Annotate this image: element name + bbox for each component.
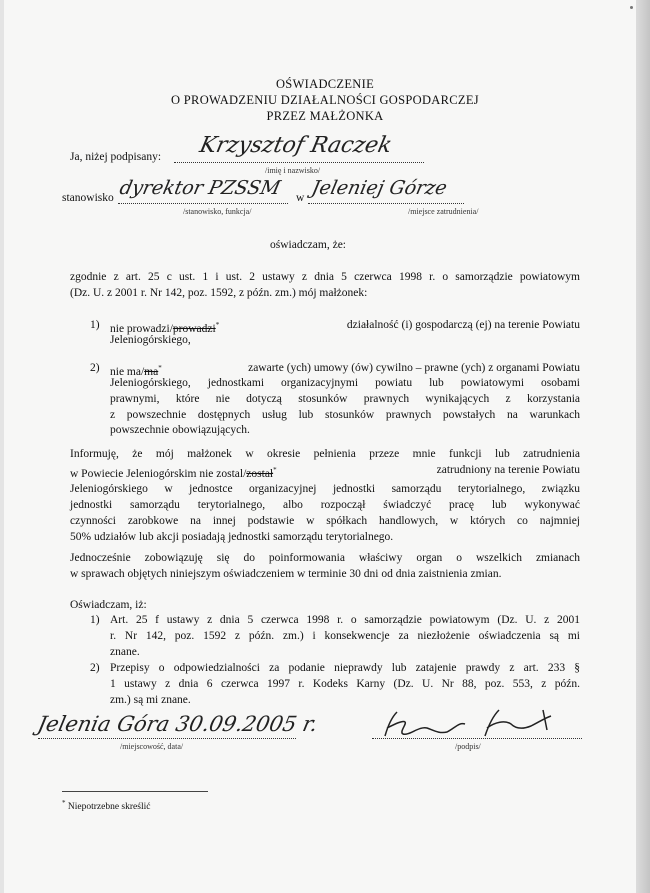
para4-item2	[110, 661, 580, 708]
para4-item2-number: 2)	[90, 662, 100, 674]
text-line: znane.	[110, 645, 140, 658]
text-line	[70, 463, 580, 483]
doc-title-line2: O PROWADZENIU DZIAŁALNOŚCI GOSPODARCZEJ	[171, 93, 479, 107]
item1-number: 1)	[90, 319, 100, 331]
scan-speck	[630, 6, 633, 9]
item2-body	[110, 376, 580, 439]
text-line: 50% udziałów lub akcji posiadają jednostki samorządu terytorialnego.	[70, 530, 394, 543]
doc-title-line1: OŚWIADCZENIE	[275, 77, 375, 91]
text-line: Przepisy o odpowiedzialności za podanie nieprawdy lub zatajenie prawdy z art. 233 §	[110, 662, 580, 674]
item1-rest: działalność (i) gospodarczą (ej) na terenie Powiatu	[346, 319, 580, 331]
text-line: z powszechnie dostępnych usług lub stosunków prawnych powstałych na warunkach	[110, 408, 580, 421]
text-line: jednostki samorządu terytorialnego, albo rozpoczął świadczyć pracę lub wykonywać	[70, 499, 580, 512]
footnote-mark: *	[273, 465, 277, 474]
footnote	[62, 796, 150, 815]
para2-rest: zatrudniony na terenie Powiatu	[436, 463, 580, 476]
text-line: powszechnie obowiązujących.	[110, 424, 250, 437]
text-line: Informuję, że mój małżonek w okresie pełnienia przeze mnie funkcji lub zatrudnienia	[70, 448, 580, 460]
footnote-text: Niepotrzebne skreślić	[67, 802, 151, 813]
footnote-mark: *	[62, 799, 66, 807]
signature-caption: /podpis/	[455, 742, 481, 751]
para4-heading: Oświadczam, iż:	[70, 599, 147, 611]
scan-edge-right	[636, 0, 650, 893]
paragraph-legal-basis	[70, 270, 580, 302]
text-line: zgodnie z art. 25 c ust. 1 i ust. 2 ustawy z dnia 5 czerwca 1998 r. o samorządzie powiatowym	[70, 271, 580, 283]
para2-option-a: w Powiecie Jeleniogórskim nie zostal/	[70, 467, 247, 480]
item1-option-struck: prowadzi	[172, 322, 216, 335]
scan-edge-left	[0, 0, 4, 893]
position-dotted-line	[118, 203, 288, 204]
para4-item1-number: 1)	[90, 614, 100, 626]
name-dotted-line	[174, 162, 424, 163]
position-handwritten: dyrektor PZSSM	[117, 177, 283, 199]
text-line: Jeleniogórskiego w jednostce organizacyjnej jednostki samorządu terytorialnego, związku	[70, 483, 580, 496]
text-line: Jednocześnie zobowiązuję się do poinformowania właściwy organ o wszelkich zmianach	[70, 552, 580, 564]
para4-item1	[110, 613, 580, 660]
position-caption: /stanowisko, funkcja/	[183, 207, 252, 216]
ja-label: Ja, niżej podpisany:	[70, 151, 162, 163]
text-line: zm.) są mi znane.	[110, 693, 191, 706]
signature	[375, 706, 575, 742]
paragraph-spouse-employment	[70, 447, 580, 546]
footnote-mark: *	[158, 364, 162, 372]
text-line: Jeleniogórskiego, jednostkami organizacyjnymi powiatu lub powiatowymi osobami	[110, 377, 580, 389]
position-label: stanowisko	[62, 192, 114, 204]
text-line: (Dz. U. z 2001 r. Nr 142, poz. 1592, z późn. zm.) mój małżonek:	[70, 286, 368, 299]
text-line: czynności zarobkowe na innej podstawie w spółkach handlowych, w których co najmniej	[70, 515, 580, 528]
footnote-rule	[62, 791, 208, 792]
name-caption: /imię i nazwisko/	[265, 166, 321, 175]
item1-line2: Jeleniogórskiego,	[110, 334, 191, 346]
declare-text: oświadczam, że:	[270, 239, 346, 251]
text-line: r. Nr 142, poz. 1592 z późn. zm.) i konsekwencje za niezłożenie oświadczenia są mi	[110, 629, 580, 642]
signature-dotted-line	[372, 738, 582, 739]
text-line: 1 ustawy z dnia 6 czerwca 1997 r. Kodeks Karny (Dz. U. Nr 88, poz. 553, z późn.	[110, 677, 580, 690]
item2-number: 2)	[90, 362, 100, 374]
w-label: w	[296, 192, 305, 204]
para2-option-struck: został	[246, 467, 274, 480]
text-line: Art. 25 f ustawy z dnia 5 czerwca 1998 r. o samorządzie powiatowym (Dz. U. z 2001	[110, 614, 580, 626]
place-caption: /miejsce zatrudnienia/	[408, 207, 479, 216]
item2-option-a: nie ma/	[110, 365, 145, 378]
place-date-caption: /miejscowość, data/	[120, 742, 184, 751]
place-handwritten: Jeleniej Górze	[309, 177, 449, 199]
item1-option-a: nie prowadzi/	[110, 322, 173, 335]
place-date-handwritten: Jelenia Góra 30.09.2005 r.	[35, 712, 320, 736]
footnote-mark: *	[215, 321, 220, 329]
doc-title-line3: PRZEZ MAŁŻONKA	[266, 109, 384, 123]
item2-option-struck: ma	[144, 365, 159, 378]
paragraph-obligation	[70, 551, 580, 583]
item2-rest: zawarte (ych) umowy (ów) cywilno – prawne (ych) z organami Powiatu	[248, 362, 580, 374]
name-handwritten: Krzysztof Raczek	[197, 133, 395, 158]
text-line: w sprawach objętych niniejszym oświadczeniem w terminie 30 dni od dnia zaistnienia zmian.	[70, 567, 502, 580]
place-date-dotted-line	[38, 738, 296, 739]
place-dotted-line	[308, 203, 464, 204]
text-line: prawnymi, które nie dotyczą stosunków prawnych wynikających z korzystania	[110, 392, 580, 405]
